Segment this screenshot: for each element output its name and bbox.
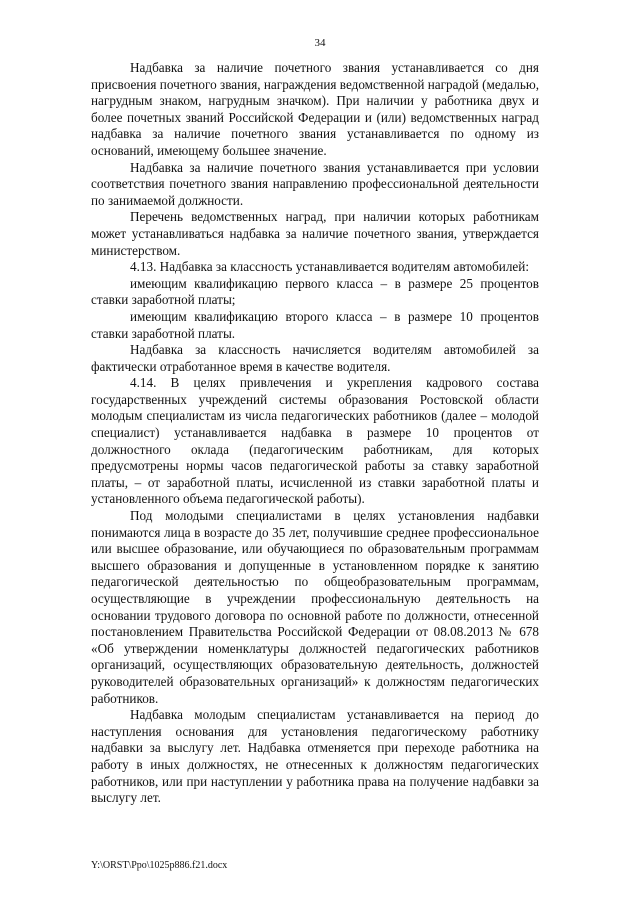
page-number: 34 xyxy=(314,37,326,49)
footer-file-path: Y:\ORST\Ppo\1025p886.f21.docx xyxy=(91,860,228,871)
paragraph-4-13-classness: 4.13. Надбавка за классность устанавливается водителям автомобилей: xyxy=(130,259,530,275)
paragraph-4-14-young-specialists: 4.14. В целях привлечения и укрепления кадрового состава государственных учреждений системы образования Ростовской области молодым специалистам из числа педагогических работников (далее – молодой специалист) устанавливается надбавка в размере 10 процентов от должностного оклада (педагогическим работникам, для которых предусмотрены нормы часов педагогической работы за ставку заработной платы, – от заработной платы, исчисленной из ставки заработной платы и установленного объема педагогической работы). xyxy=(91,375,539,507)
paragraph-second-class: имеющим квалификацию второго класса – в размере 10 процентов ставки заработной платы. xyxy=(91,308,539,341)
paragraph-awards-list: Перечень ведомственных наград, при наличии которых работникам может устанавливаться надбавка за наличие почетного звания, утверждается министерством. xyxy=(91,209,539,258)
paragraph-honorary-title-date: Надбавка за наличие почетного звания устанавливается со дня присвоения почетного звания, награждения ведомственной наградой (медалью, нагрудным знаком, нагрудным значком). При наличии у работника двух и более почетных званий Российской Федерации и (или) ведомственных наград надбавка за наличие почетного звания устанавливается по одному из оснований, имеющему большее значение. xyxy=(91,60,539,158)
document-body xyxy=(91,60,539,807)
paragraph-classness-accrual: Надбавка за классность начисляется водителям автомобилей за фактически отработанное время в качестве водителя. xyxy=(91,342,539,374)
paragraph-honorary-title-condition: Надбавка за наличие почетного звания устанавливается при условии соответствия почетного звания направлению профессиональной деятельности по занимаемой должности. xyxy=(91,159,539,208)
paragraph-young-specialist-period: Надбавка молодым специалистам устанавливается на период до наступления основания для установления педагогическому работнику надбавки за выслугу лет. Надбавка отменяется при переходе работника на работу в иных должностях, не отнесенных к должностям педагогических работников, или при наступлении у работника права на получение надбавки за выслугу лет. xyxy=(91,707,539,806)
paragraph-young-specialist-definition: Под молодыми специалистами в целях установления надбавки понимаются лица в возрасте до 35 лет, получившие среднее профессиональное или высшее образование, или обучающиеся по образовательным программам высшего образования и допущенные в установленном порядке к занятию педагогической деятельностью по общеобразовательным программам, осуществляющие в учреждении профессиональную деятельность на основании трудового договора по основной работе по должности, отнесенной постановлением Правительства Российской Федерации от 08.08.2013 № 678 «Об утверждении номенклатуры должностей педагогических работников организаций, осуществляющих образовательную деятельность, должностей руководителей образовательных организаций» к должностям педагогических работников. xyxy=(91,508,539,706)
paragraph-first-class: имеющим квалификацию первого класса – в размере 25 процентов ставки заработной платы; xyxy=(91,275,539,308)
